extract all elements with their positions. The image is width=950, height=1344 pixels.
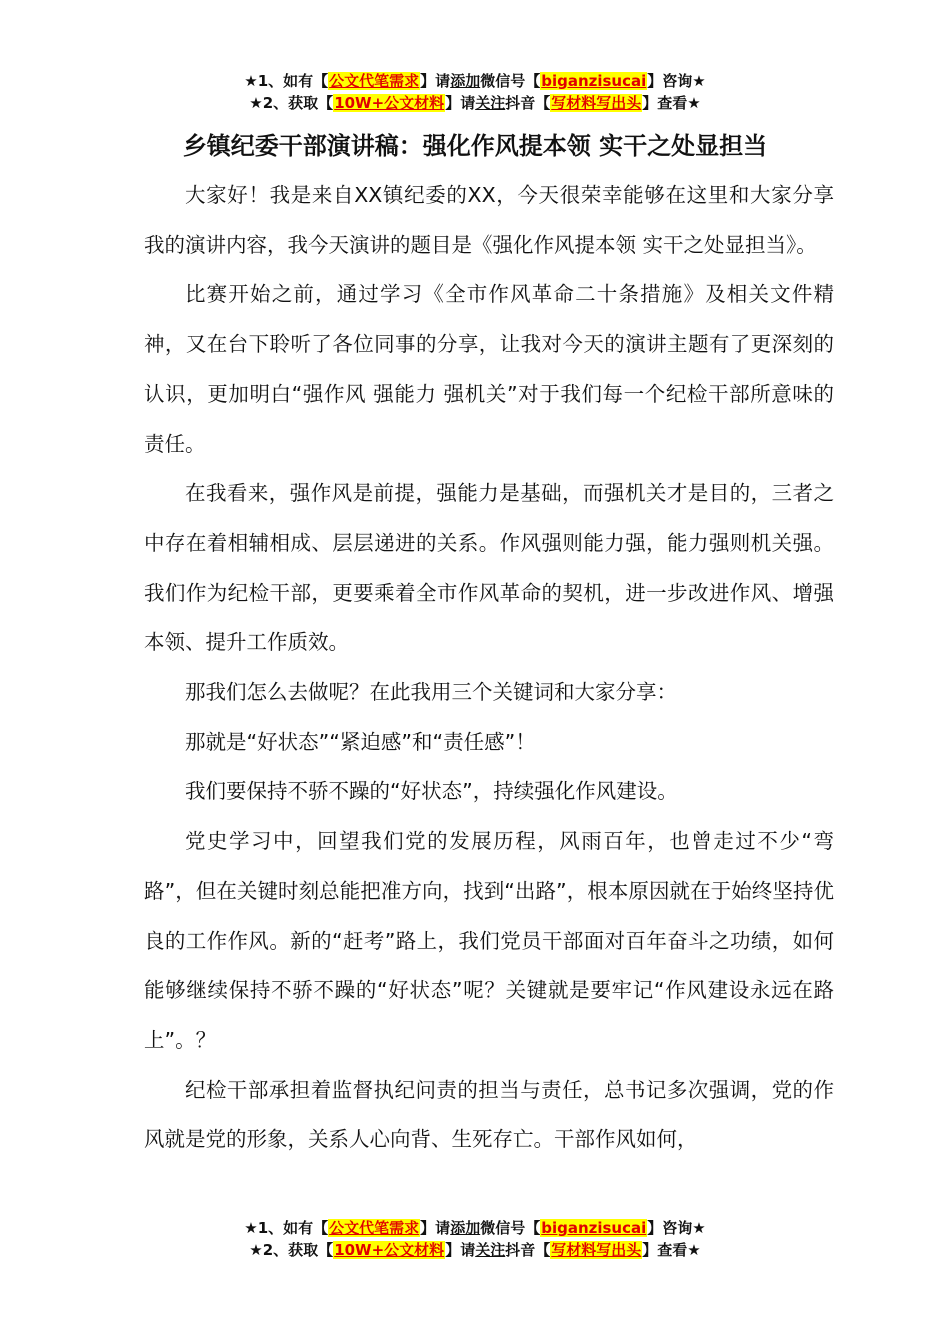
paragraph: 大家好！我是来自XX镇纪委的XX，今天很荣幸能够在这里和大家分享我的演讲内容，我今天演讲的题目是《强化作风提本领 实干之处显担当》。 xyxy=(144,183,834,257)
promo-underlined: 关注 xyxy=(475,1241,506,1259)
promo-text: 】请 xyxy=(420,72,451,90)
paragraph: 在我看来，强作风是前提，强能力是基础，而强机关才是目的，三者之中存在着相辅相成、层层递进的关系。作风强则能力强，能力强则机关强。我们作为纪检干部，更要乘着全市作风革命的契机，进一步改进作风、增强本领、提升工作质效。 xyxy=(144,481,834,655)
promo-line-1 xyxy=(0,70,950,92)
promo-text: 】查看★ xyxy=(642,94,701,112)
promo-banner-top xyxy=(0,70,950,114)
document-body xyxy=(144,171,834,1165)
promo-banner-bottom xyxy=(0,1217,950,1261)
promo-text: ★1、如有【 xyxy=(244,1219,329,1237)
promo-text: 】咨询★ xyxy=(647,1219,706,1237)
promo-text: 】咨询★ xyxy=(647,72,706,90)
promo-text: ★1、如有【 xyxy=(244,72,329,90)
promo-line-2 xyxy=(0,92,950,114)
promo-wechat-id: biganzisucai xyxy=(541,1219,647,1237)
promo-line-1 xyxy=(0,1217,950,1239)
promo-wechat-id: biganzisucai xyxy=(541,72,647,90)
document-title: 乡镇纪委干部演讲稿：强化作风提本领 实干之处显担当 xyxy=(182,132,768,160)
promo-text: 】请 xyxy=(445,1241,476,1259)
promo-text: ★2、获取【 xyxy=(249,1241,334,1259)
promo-text: 微信号【 xyxy=(480,1219,541,1237)
promo-text: 抖音【 xyxy=(505,1241,551,1259)
paragraph: 我们要保持不骄不躁的“好状态”，持续强化作风建设。 xyxy=(185,779,678,804)
promo-highlight: 公文代笔需求 xyxy=(329,1219,420,1237)
promo-underlined: 添加 xyxy=(450,1219,481,1237)
promo-text: 】请 xyxy=(420,1219,451,1237)
promo-text: ★2、获取【 xyxy=(249,94,334,112)
paragraph: 那就是“好状态”“紧迫感”和“责任感”！ xyxy=(185,729,536,754)
promo-text: 】请 xyxy=(445,94,476,112)
promo-line-2 xyxy=(0,1239,950,1261)
promo-highlight: 公文代笔需求 xyxy=(329,72,420,90)
promo-highlight: 10W+公文材料 xyxy=(334,94,445,112)
promo-text: 抖音【 xyxy=(505,94,551,112)
paragraph: 那我们怎么去做呢？在此我用三个关键词和大家分享： xyxy=(185,680,677,705)
promo-douyin-id: 写材料写出头 xyxy=(551,94,642,112)
promo-underlined: 添加 xyxy=(450,72,481,90)
promo-highlight: 10W+公文材料 xyxy=(334,1241,445,1259)
paragraph: 党史学习中，回望我们党的发展历程，风雨百年，也曾走过不少“弯路”，但在关键时刻总能把准方向，找到“出路”，根本原因就在于始终坚持优良的工作作风。新的“赶考”路上，我们党员干部面对百年奋斗之功绩，如何能够继续保持不骄不躁的“好状态”呢？关键就是要牢记“作风建设永远在路上”。？ xyxy=(144,829,834,1052)
promo-underlined: 关注 xyxy=(475,94,506,112)
paragraph: 纪检干部承担着监督执纪问责的担当与责任，总书记多次强调，党的作风就是党的形象，关系人心向背、生死存亡。干部作风如何， xyxy=(144,1077,834,1152)
promo-douyin-id: 写材料写出头 xyxy=(551,1241,642,1259)
promo-text: 】查看★ xyxy=(642,1241,701,1259)
promo-text: 微信号【 xyxy=(480,72,541,90)
paragraph: 比赛开始之前，通过学习《全市作风革命二十条措施》及相关文件精神，又在台下聆听了各位同事的分享，让我对今天的演讲主题有了更深刻的认识，更加明白“强作风 强能力 强机关”对于我们每一个纪检干部所意味的责任。 xyxy=(144,282,834,456)
